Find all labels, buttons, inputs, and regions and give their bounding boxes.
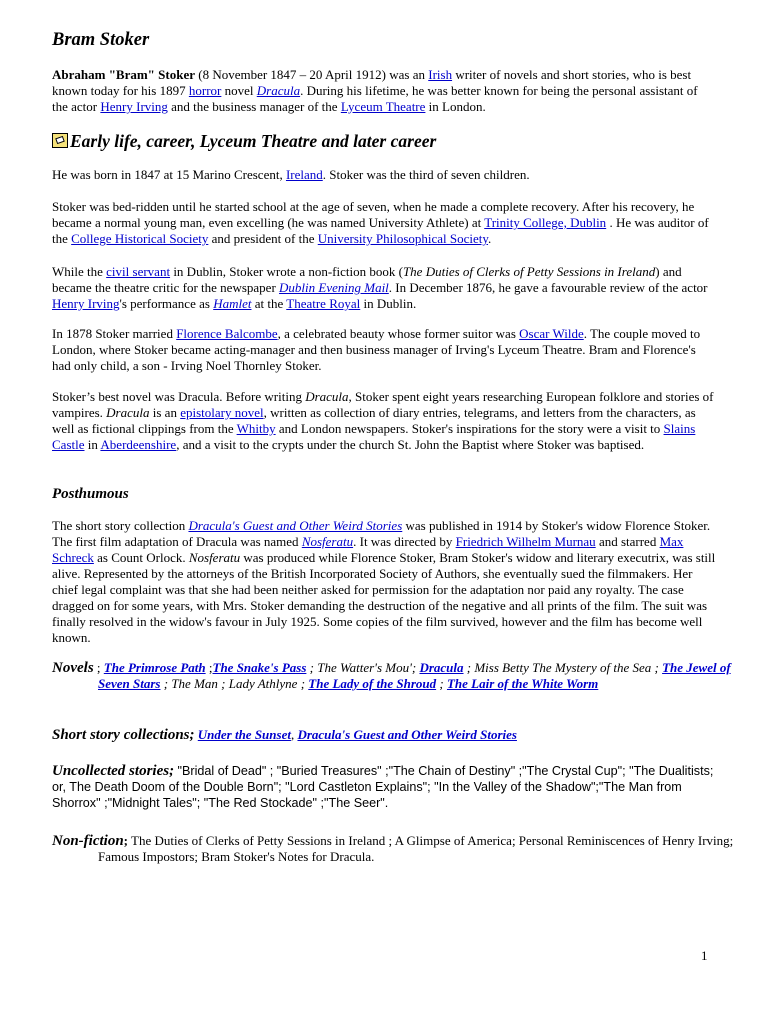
text: .: [488, 231, 492, 246]
link-slains-castle[interactable]: Slains Castle: [52, 421, 696, 452]
subject-name: Abraham "Bram" Stoker: [52, 67, 195, 82]
paragraph-birth: [52, 167, 716, 183]
link-whitby[interactable]: Whitby: [236, 421, 276, 436]
page-number: 1: [701, 948, 708, 963]
link-ireland[interactable]: Ireland: [285, 167, 323, 182]
uncollected-stories: [52, 763, 716, 811]
text: ;: [436, 676, 447, 691]
text: was produced while Florence Stoker, Bram Stoker's widow and literary executrix, was still alive. Represented by the attorneys of the British Incorporated Society of Authors, she eventually sued the filmmakers. Her chief legal complaint was that she had been neither asked for permission for the adaptation nor paid any royalty. The case dragged on for some years, with Mrs. Stoker demanding the destruction of the negative and all prints of the film. The suit was finally resolved in the widow's favour in July 1925. Some copies of the film survived, however and the film has become well known.: [52, 550, 716, 645]
text: at the: [251, 296, 287, 311]
paragraph-posthumous: [52, 518, 716, 646]
link-primrose-path[interactable]: The Primrose Path: [103, 660, 206, 675]
text: is an: [149, 405, 181, 420]
paragraph-childhood: [52, 199, 716, 247]
link-oscar-wilde[interactable]: Oscar Wilde: [519, 326, 584, 341]
text: and starred: [595, 534, 660, 549]
text: novel: [221, 83, 257, 98]
text: Stoker was bed-ridden until he started school at the age of seven, when he made a complete recovery. After his recovery, he became a normal young man, even excelling (he was named University Athlete) at: [52, 199, 695, 230]
text: in Dublin, Stoker wrote a non-fiction book (: [170, 264, 403, 279]
uncollected-list: "Bridal of Dead" ; "Buried Treasures" ;"The Chain of Destiny" ;"The Crystal Cup"; "The Dualitists; or, The Death Doom of the Double Born"; "Lord Castleton Explains"; "In the Valley of the Shadow";"The Man from Shorrox" ;"Midnight Tales"; "The Red Stockade" ;"The Seer".: [52, 764, 714, 810]
link-murnau[interactable]: Friedrich Wilhelm Murnau: [455, 534, 596, 549]
text: ; The Watter's Mou';: [306, 660, 420, 675]
text: , Stoker spent eight years researching European folklore and stories of vampires.: [52, 389, 714, 420]
text: . Stoker was the third of seven children.: [322, 167, 530, 182]
novels-label: Novels: [52, 660, 94, 676]
text: ; The Man ; Lady Athlyne ;: [160, 676, 309, 691]
short-stories-label: Short story collections;: [52, 727, 195, 743]
link-aberdeenshire[interactable]: Aberdeenshire: [100, 437, 177, 452]
text: ; Miss Betty The Mystery of the Sea ;: [463, 660, 663, 675]
uncollected-label: Uncollected stories;: [52, 763, 175, 779]
section-heading-early-life: [52, 130, 716, 152]
link-trinity-college[interactable]: Trinity College, Dublin: [484, 215, 607, 230]
link-dublin-evening-mail[interactable]: Dublin Evening Mail: [279, 280, 389, 295]
text: , written as collection of diary entries, telegrams, and letters from the characters, as well as fictional clippings from the: [52, 405, 696, 436]
text: The short story collection: [52, 518, 189, 533]
link-irish[interactable]: Irish: [428, 67, 453, 82]
intro-paragraph: [52, 67, 716, 115]
section-heading-posthumous: Posthumous: [52, 486, 129, 502]
text: While the: [52, 264, 107, 279]
non-fiction-list: [52, 833, 762, 865]
link-epistolary-novel[interactable]: epistolary novel: [180, 405, 264, 420]
link-florence-balcombe[interactable]: Florence Balcombe: [176, 326, 278, 341]
text: . It was directed by: [353, 534, 456, 549]
text: was published in 1914 by Stoker's widow Florence Stoker. The first film adaptation of Dracula was named: [52, 518, 711, 549]
text: He was born in 1847 at 15 Marino Crescent,: [52, 167, 286, 182]
link-max-schreck[interactable]: Max Schreck: [52, 534, 684, 565]
text: , and a visit to the crypts under the church St. John the Baptist where Stoker was baptised.: [176, 437, 645, 452]
book-title: The Duties of Clerks of Petty Sessions in Ireland: [402, 264, 656, 279]
link-hamlet[interactable]: Hamlet: [213, 296, 252, 311]
link-horror[interactable]: horror: [188, 83, 222, 98]
link-jewel-seven-stars[interactable]: The Jewel of Seven Stars: [98, 660, 731, 691]
text: . In December 1876, he gave a favourable review of the actor: [388, 280, 708, 295]
text: 's performance as: [119, 296, 214, 311]
text: and the business manager of the: [167, 99, 341, 114]
link-dracula-novel[interactable]: Dracula: [419, 660, 464, 675]
novels-list: [52, 660, 762, 692]
link-dracula[interactable]: Dracula: [256, 83, 301, 98]
paragraph-dracula: [52, 389, 716, 453]
book-title: Dracula: [305, 389, 349, 404]
link-philosophical-society[interactable]: University Philosophical Society: [317, 231, 489, 246]
text: in Dublin.: [360, 296, 417, 311]
link-under-the-sunset[interactable]: Under the Sunset: [197, 727, 291, 742]
text: ) and became the theatre critic for the newspaper: [52, 264, 682, 295]
page-title: Bram Stoker: [52, 30, 150, 50]
heading-text: Early life, career, Lyceum Theatre and later career: [70, 131, 437, 151]
text: In 1878 Stoker married: [52, 326, 177, 341]
link-draculas-guest[interactable]: Dracula's Guest and Other Weird Stories: [188, 518, 403, 533]
book-title: Dracula: [106, 405, 150, 420]
link-lyceum-theatre[interactable]: Lyceum Theatre: [340, 99, 426, 114]
text: writer of novels and short stories, who is best known today for his 1897: [52, 67, 692, 98]
text: in London.: [425, 99, 486, 114]
edit-note-icon: [52, 133, 68, 148]
link-draculas-guest-2[interactable]: Dracula's Guest and Other Weird Stories: [297, 727, 517, 742]
link-snakes-pass[interactable]: The Snake's Pass: [212, 660, 307, 675]
link-lair-white-worm[interactable]: The Lair of the White Worm: [446, 676, 599, 691]
link-theatre-royal[interactable]: Theatre Royal: [286, 296, 361, 311]
link-lady-of-shroud[interactable]: The Lady of the Shroud: [308, 676, 437, 691]
text: ;: [205, 660, 213, 675]
paragraph-marriage: [52, 326, 716, 374]
text: ,: [290, 727, 298, 742]
text: and president of the: [208, 231, 318, 246]
text: . He was auditor of the: [52, 215, 709, 246]
link-nosferatu[interactable]: Nosferatu: [301, 534, 354, 549]
paragraph-civil-servant: [52, 264, 716, 312]
text: Stoker’s best novel was Dracula. Before writing: [52, 389, 306, 404]
text: . During his lifetime, he was better known for being the personal assistant of the actor: [52, 83, 698, 114]
film-title: Nosferatu: [188, 550, 241, 565]
text: . The couple moved to London, where Stoker became acting-manager and then business manager of Irving's Lyceum Theatre. Bram and Florence's had only child, a son - Irving Noel Thornley Stoker.: [52, 326, 701, 373]
text: ;: [93, 660, 104, 675]
text: and London newspapers. Stoker's inspirations for the story were a visit to: [275, 421, 664, 436]
link-henry-irving-2[interactable]: Henry Irving: [52, 296, 120, 311]
link-civil-servant[interactable]: civil servant: [106, 264, 171, 279]
link-historical-society[interactable]: College Historical Society: [71, 231, 209, 246]
text: in: [84, 437, 101, 452]
text: , a celebrated beauty whose former suitor was: [277, 326, 520, 341]
nonfiction-items: The Duties of Clerks of Petty Sessions in Ireland ; A Glimpse of America; Personal Reminiscences of Henry Irving; Famous Impostors; Bram Stoker's Notes for Dracula.: [98, 833, 734, 864]
link-henry-irving[interactable]: Henry Irving: [100, 99, 168, 114]
text: ;: [123, 833, 129, 848]
short-story-collections: [52, 727, 716, 743]
text: as Count Orlock.: [93, 550, 189, 565]
text: (8 November 1847 – 20 April 1912) was an: [194, 67, 429, 82]
nonfiction-label: Non-fiction: [52, 833, 124, 849]
